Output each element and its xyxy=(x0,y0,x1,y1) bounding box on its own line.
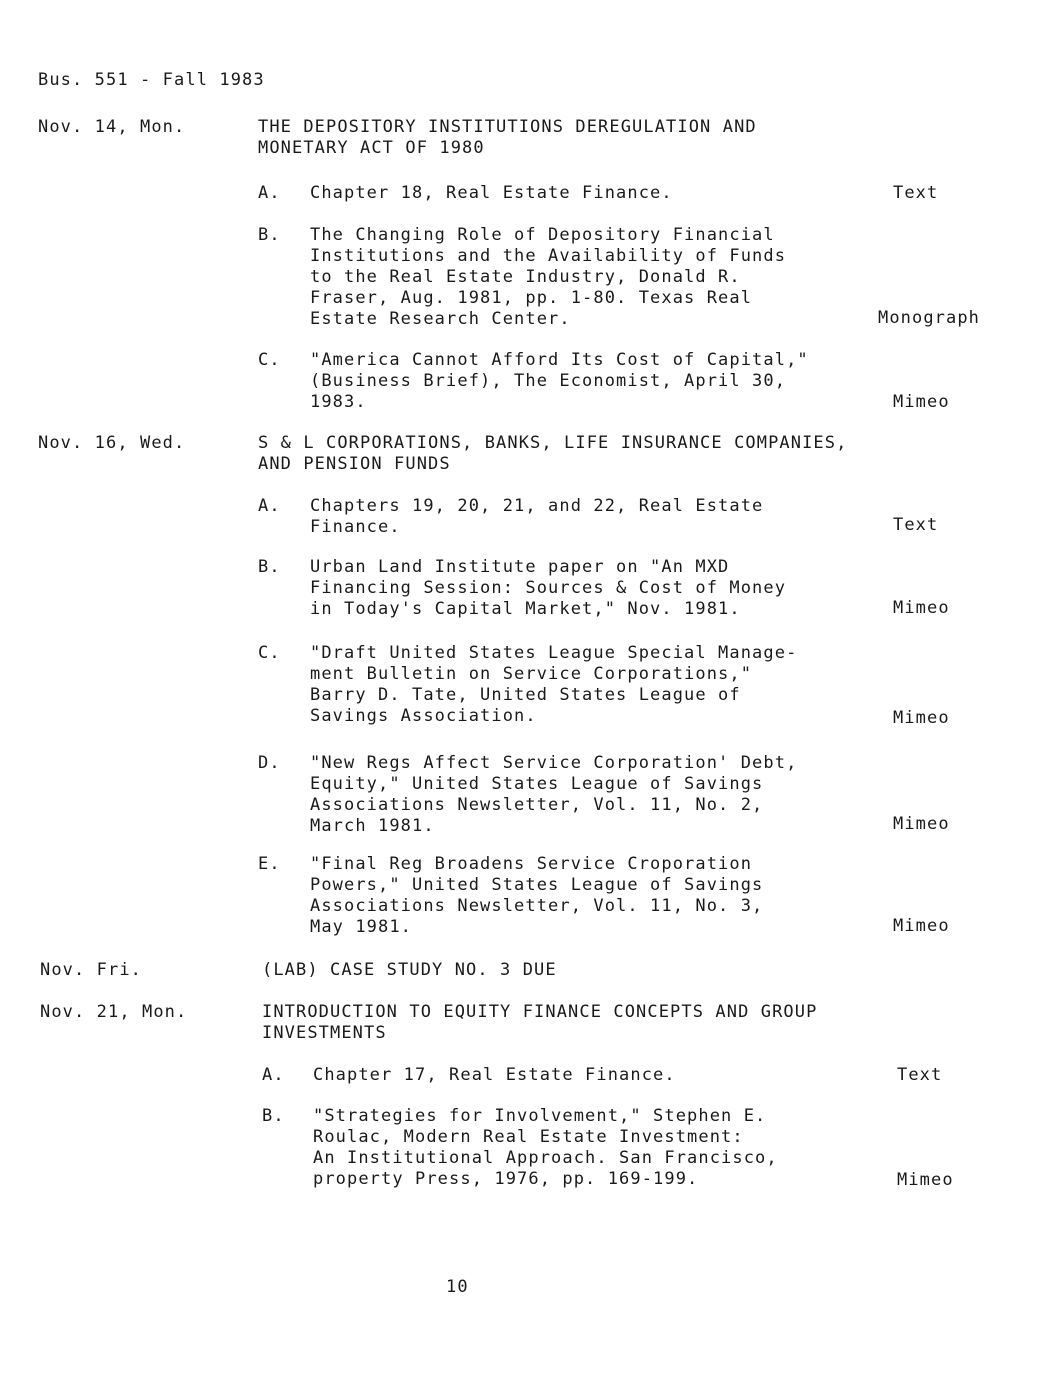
item-letter: A. xyxy=(258,183,281,203)
reading-source: Mimeo xyxy=(897,1170,954,1190)
item-letter: D. xyxy=(258,753,281,773)
course-header: Bus. 551 - Fall 1983 xyxy=(38,70,265,90)
session-date: Nov. 21, Mon. xyxy=(40,1002,188,1022)
reading-source: Monograph xyxy=(878,308,981,328)
item-letter: B. xyxy=(258,225,281,245)
reading-item: "Strategies for Involvement," Stephen E. Roulac, Modern Real Estate Investment: An Institutional Approach. San Francisco, property Press, 1976, pp. 169-199. xyxy=(313,1106,778,1189)
reading-item: "New Regs Affect Service Corporation' Debt, Equity," United States League of Savings Associations Newsletter, Vol. 11, No. 2, March 1981. xyxy=(310,753,798,836)
session-date: Nov. Fri. xyxy=(40,960,143,980)
item-letter: C. xyxy=(258,643,281,663)
reading-item: "Draft United States League Special Manage- ment Bulletin on Service Corporations," Barry D. Tate, United States League of Savings Association. xyxy=(310,643,798,726)
item-letter: A. xyxy=(258,496,281,516)
reading-item: Urban Land Institute paper on "An MXD Financing Session: Sources & Cost of Money in Today's Capital Market," Nov. 1981. xyxy=(310,557,787,619)
session-topic: THE DEPOSITORY INSTITUTIONS DEREGULATION AND MONETARY ACT OF 1980 xyxy=(258,117,757,158)
reading-source: Mimeo xyxy=(893,916,950,936)
reading-source: Mimeo xyxy=(893,708,950,728)
reading-source: Text xyxy=(893,515,939,535)
reading-item: Chapter 18, Real Estate Finance. xyxy=(310,183,673,203)
reading-source: Mimeo xyxy=(893,598,950,618)
item-letter: B. xyxy=(262,1106,285,1126)
item-letter: A. xyxy=(262,1065,285,1085)
reading-source: Text xyxy=(893,183,939,203)
reading-item: The Changing Role of Depository Financial Institutions and the Availability of Funds to the Real Estate Industry, Donald R. Fraser, Aug. 1981, pp. 1-80. Texas Real Estate Research Center. xyxy=(310,225,787,329)
reading-source: Text xyxy=(897,1065,943,1085)
reading-source: Mimeo xyxy=(893,814,950,834)
item-letter: E. xyxy=(258,854,281,874)
page-number: 10 xyxy=(446,1277,469,1297)
session-topic: INTRODUCTION TO EQUITY FINANCE CONCEPTS AND GROUP INVESTMENTS xyxy=(262,1002,818,1043)
session-date: Nov. 16, Wed. xyxy=(38,433,186,453)
reading-item: "America Cannot Afford Its Cost of Capital," (Business Brief), The Economist, April 30, 1983. xyxy=(310,350,809,412)
session-topic: S & L CORPORATIONS, BANKS, LIFE INSURANCE COMPANIES, AND PENSION FUNDS xyxy=(258,433,848,474)
reading-source: Mimeo xyxy=(893,392,950,412)
reading-item: "Final Reg Broadens Service Croporation Powers," United States League of Savings Associations Newsletter, Vol. 11, No. 3, May 1981. xyxy=(310,854,764,937)
reading-item: Chapter 17, Real Estate Finance. xyxy=(313,1065,676,1085)
reading-item: Chapters 19, 20, 21, and 22, Real Estate Finance. xyxy=(310,496,764,537)
item-letter: C. xyxy=(258,350,281,370)
session-topic: (LAB) CASE STUDY NO. 3 DUE xyxy=(262,960,557,980)
session-date: Nov. 14, Mon. xyxy=(38,117,186,137)
item-letter: B. xyxy=(258,557,281,577)
